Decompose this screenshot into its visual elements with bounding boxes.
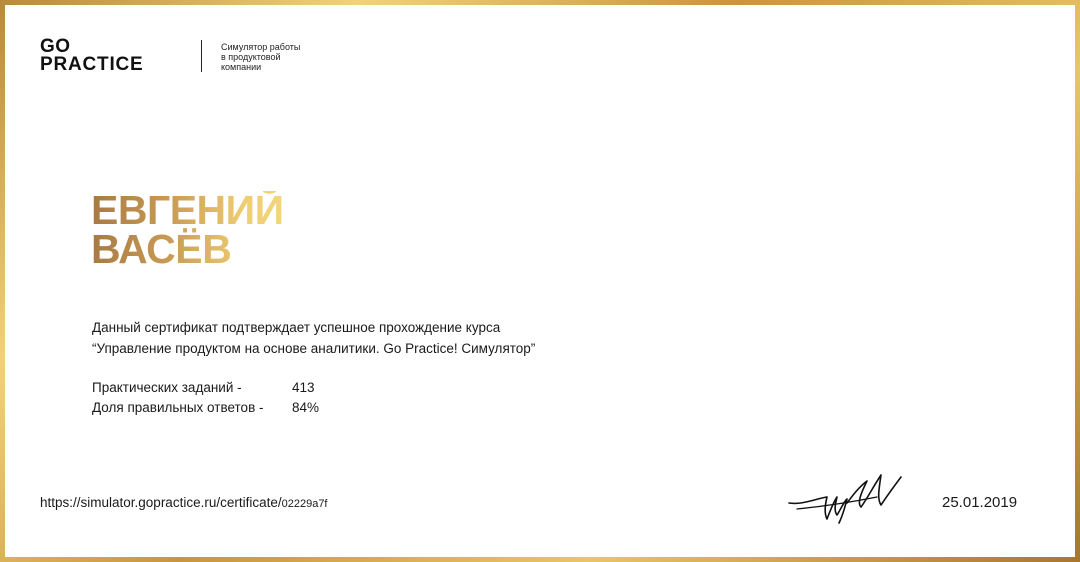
certificate-date: 25.01.2019 xyxy=(942,494,1018,511)
recipient-name xyxy=(91,187,284,272)
stat-label: Доля правильных ответов - xyxy=(92,400,264,415)
gopractice-logo xyxy=(40,38,144,74)
certificate-id: 02229a7f xyxy=(281,498,328,510)
description-line-2: “Управление продуктом на основе аналитики. Go Practice! Симулятор” xyxy=(92,341,536,356)
recipient-last-name: ВАСЁВ xyxy=(91,226,232,272)
stat-value: 413 xyxy=(292,380,315,395)
signature-image xyxy=(777,463,917,533)
certificate-description xyxy=(92,317,535,359)
logo-line-2: PRACTICE xyxy=(40,54,144,75)
certificate-url[interactable] xyxy=(40,495,328,510)
certificate-body xyxy=(5,5,1075,557)
certificate-url-base: https://simulator.gopractice.ru/certificate/ xyxy=(40,495,282,510)
stat-row-correct-answers xyxy=(92,398,319,418)
recipient-first-name: ЕВГЕНИЙ xyxy=(91,187,284,233)
stat-row-tasks xyxy=(92,378,319,398)
tagline-line-1: Симулятор работы xyxy=(221,42,301,52)
logo-line-1: GO xyxy=(40,36,71,57)
stats xyxy=(92,378,319,418)
stat-value: 84% xyxy=(292,400,320,415)
logo-divider xyxy=(201,40,202,72)
tagline xyxy=(221,42,331,72)
tagline-line-2: в продуктовой xyxy=(221,52,281,62)
description-line-1: Данный сертификат подтверждает успешное прохождение курса xyxy=(92,320,501,335)
tagline-line-3: компании xyxy=(221,62,262,72)
stat-label: Практических заданий - xyxy=(92,380,242,395)
